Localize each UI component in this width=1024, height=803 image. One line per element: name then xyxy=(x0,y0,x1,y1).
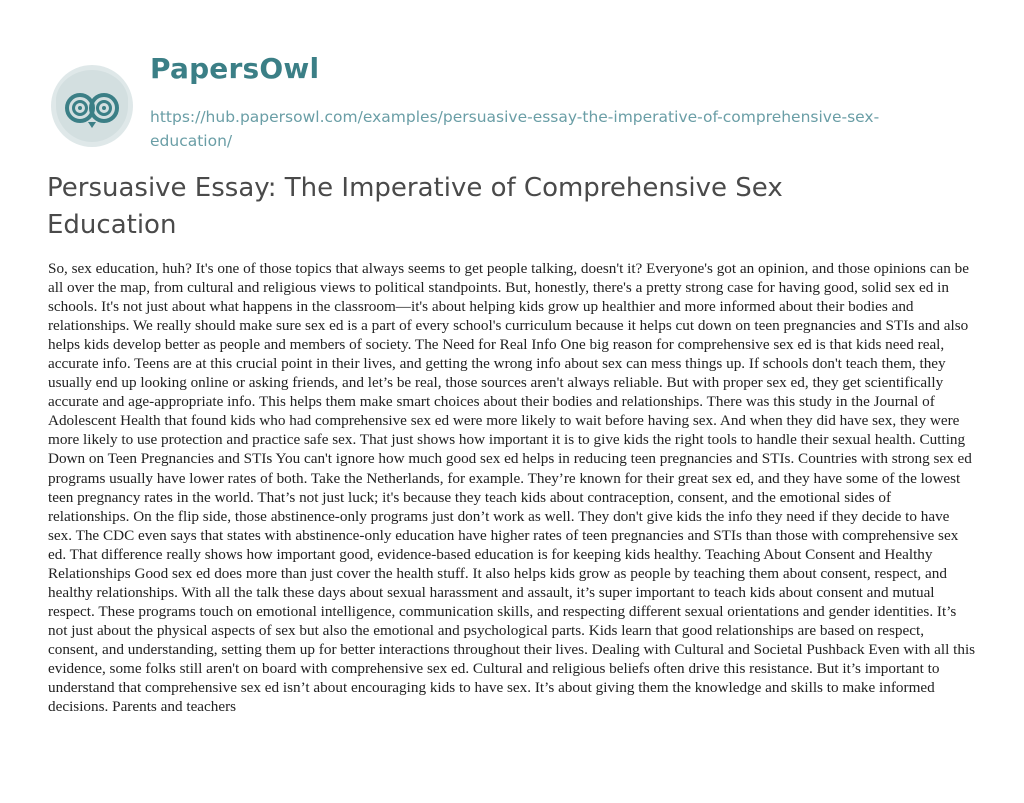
source-url-link[interactable]: https://hub.papersowl.com/examples/persuasive-essay-the-imperative-of-comprehensive-sex-education/ xyxy=(150,108,880,150)
brand-name[interactable]: PapersOwl xyxy=(150,52,320,85)
owl-eyes-logo-icon[interactable] xyxy=(48,62,136,150)
essay-title: Persuasive Essay: The Imperative of Comprehensive Sex Education xyxy=(47,173,783,240)
essay-body: So, sex education, huh? It's one of those topics that always seems to get people talking, doesn't it? Everyone's got an opinion, and those opinions can be all over the map, from cultural and religious views to political standpoints. But, honestly, there's a pretty strong case for having good, solid sex ed in schools. It's not just about what happens in the classroom—it's about helping kids grow up healthier and more informed about their bodies and relationships. We really should make sure sex ed is a part of every school's curriculum because it helps cut down on teen pregnancies and STIs and also helps kids develop better as people and members of society. The Need for Real Info One big reason for comprehensive sex ed is that kids need real, accurate info. Teens are at this crucial point in their lives, and getting the wrong info about sex can mess things up. If schools don't teach them, they usually end up looking online or asking friends, and let’s be real, those sources aren't always reliable. But with proper sex ed, they get scientifically accurate and age-appropriate info. This helps them make smart choices about their bodies and relationships. There was this study in the Journal of Adolescent Health that found kids who had comprehensive sex ed were more likely to wait before having sex. And when they did have sex, they were more likely to use protection and practice safe sex. That just shows how important it is to give kids the right tools to handle their sexual health. Cutting Down on Teen Pregnancies and STIs You can't ignore how much good sex ed helps in reducing teen pregnancies and STIs. Countries with strong sex ed programs usually have lower rates of both. Take the Netherlands, for example. They’re known for their great sex ed, and they have some of the lowest teen pregnancy rates in the world. That’s not just luck; it's because they teach kids about contraception, consent, and the emotional sides of relationships. On the flip side, those abstinence-only programs just don’t work as well. They don't give kids the info they need if they decide to have sex. The CDC even says that states with abstinence-only education have higher rates of teen pregnancies and STIs than those with comprehensive sex ed. That difference really shows how important good, evidence-based education is for keeping kids healthy. Teaching About Consent and Healthy Relationships Good sex ed does more than just cover the health stuff. It also helps kids grow as people by teaching them about consent, respect, and healthy relationships. With all the talk these days about sexual harassment and assault, it’s super important to teach kids about consent and mutual respect. These programs touch on emotional intelligence, communication skills, and respecting different sexual orientations and gender identities. It’s not just about the physical aspects of sex but also the emotional and psychological parts. Kids learn that good relationships are based on respect, consent, and understanding, setting them up for better interactions throughout their lives. Dealing with Cultural and Societal Pushback Even with all this evidence, some folks still aren't on board with comprehensive sex ed. Cultural and religious beliefs often drive this resistance. But it’s important to understand that comprehensive sex ed isn’t about encouraging kids to have sex. It’s about giving them the knowledge and skills to make informed decisions. Parents and teachers xyxy=(48,260,976,716)
